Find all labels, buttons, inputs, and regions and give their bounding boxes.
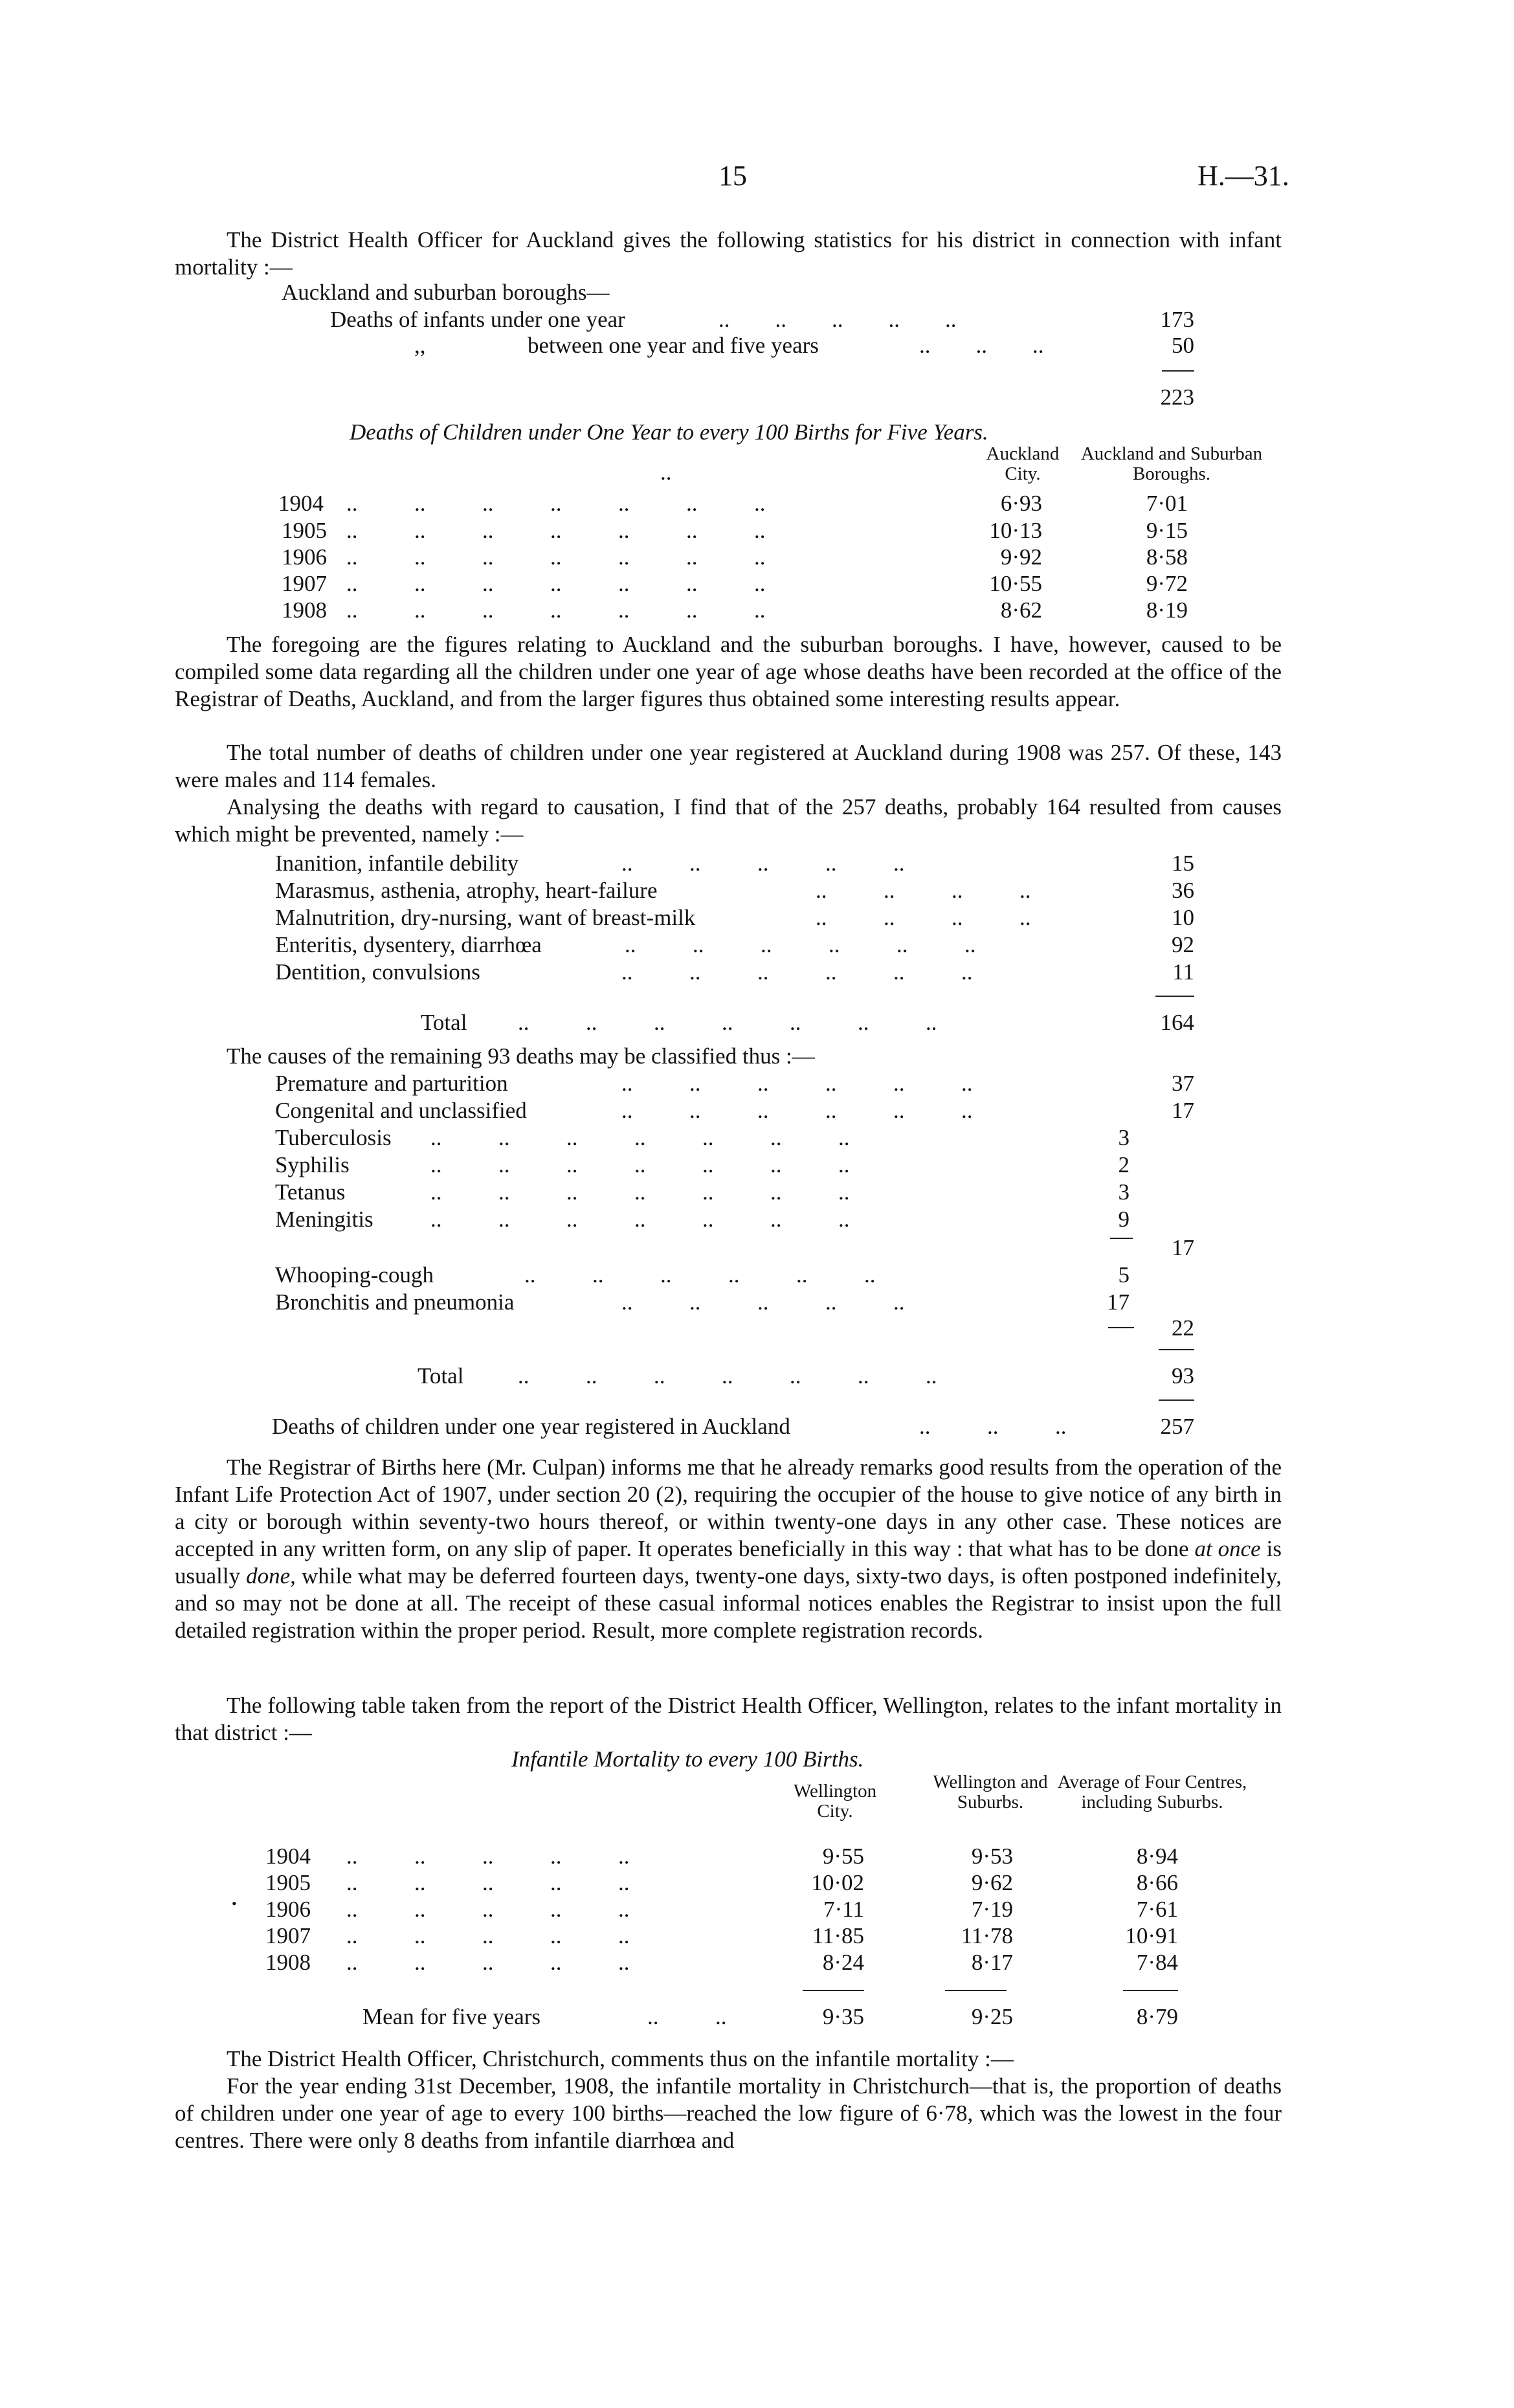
table-cell-city: 10·55 [989, 571, 1042, 596]
list-item-value: 3 [1118, 1125, 1130, 1150]
table-row-year: 1908 [265, 1950, 311, 1975]
list-item-value: 3 [1118, 1179, 1130, 1205]
list-item-value: 92 [1172, 932, 1194, 957]
list-item-label: Marasmus, asthenia, atrophy, heart-failure [275, 878, 658, 903]
table-row-year: 1904 [278, 491, 324, 516]
list-item-label: Bronchitis and pneumonia [275, 1289, 515, 1315]
table-cell-city: 7·11 [823, 1897, 864, 1922]
infants-deaths-label: Deaths of infants under one year [330, 307, 625, 332]
list-item-value: 5 [1118, 1262, 1130, 1288]
ditto-mark: ,, [414, 333, 426, 358]
table-row-year: 1907 [265, 1923, 311, 1948]
table-row-year: 1906 [265, 1897, 311, 1922]
table-cell-city: 10·13 [989, 518, 1042, 543]
intro-paragraph: The District Health Officer for Auckland gives the following statistics for his district in connection with infant mortality :— [175, 227, 1282, 280]
table1-col-suburban: Auckland and Suburban Boroughs. [1080, 443, 1263, 484]
divider [1159, 1349, 1194, 1350]
table2-col-average: Average of Four Centres, including Suburbs. [1057, 1772, 1247, 1812]
registered-label: Deaths of children under one year registered in Auckland [272, 1414, 790, 1439]
mean-label: Mean for five years [362, 2004, 541, 2029]
mean-city: 9·35 [822, 2004, 864, 2029]
table-cell-city: 11·85 [812, 1923, 864, 1948]
paragraph-total-deaths: The total number of deaths of children under one year registered at Auckland during 1908 was 257. Of these, 143 were males and 114 females. [175, 740, 1282, 792]
table-cell-suburban: 9·15 [1146, 518, 1188, 543]
list-item-value: 2 [1118, 1152, 1130, 1177]
divider [945, 1990, 1007, 1991]
paragraph-analysing: Analysing the deaths with regard to causation, I find that of the 257 deaths, probably 164 resulted from causes which might be prevented, namely :— [175, 794, 1282, 847]
table-cell-suburbs: 9·53 [971, 1844, 1013, 1869]
table-row-year: 1908 [282, 597, 327, 623]
table1-col-city: Auckland City. [986, 443, 1060, 484]
table-row-year: 1905 [265, 1870, 311, 1895]
table-row-year: 1906 [282, 544, 327, 570]
table-cell-average: 8·94 [1136, 1844, 1178, 1869]
table-cell-suburbs: 7·19 [971, 1897, 1013, 1922]
list-item-value: 17 [1172, 1098, 1194, 1123]
list-item-label: Dentition, convulsions [275, 959, 480, 985]
list-item-label: Premature and parturition [275, 1071, 508, 1096]
list-item-label: Whooping-cough [275, 1262, 434, 1288]
table-cell-city: 10·02 [811, 1870, 864, 1895]
children-deaths-value: 50 [1172, 333, 1194, 358]
table-cell-suburban: 8·19 [1146, 597, 1188, 623]
table-cell-suburban: 9·72 [1146, 571, 1188, 596]
list-item-value: 10 [1172, 905, 1194, 930]
list-item-value: 17 [1107, 1289, 1130, 1315]
table-cell-city: 8·24 [822, 1950, 864, 1975]
paragraph-registrar: The Registrar of Births here (Mr. Culpan) informs me that he already remarks good results from the operation of the Infant Life Protection Act of 1907, under section 20 (2), requiring the occupier of the house to give notice of any birth in a city or borough within seventy-two hours thereof, or within twenty-one days in any other case. These notices are accepted in any written form, on any slip of paper. It operates beneficially in this way : that what has to be done at once is usually done, while what may be deferred fourteen days, twenty-one days, sixty-two days, is often postponed indefinitely, and so may not be done at all. The receipt of these casual informal notices enables the Registrar to insist upon the full detailed registration within the proper period. Result, more complete registration records. [175, 1455, 1282, 1643]
list-item-value: 15 [1172, 851, 1194, 876]
infants-deaths-value: 173 [1160, 307, 1194, 332]
table-cell-average: 7·84 [1136, 1950, 1178, 1975]
list-item-value: 11 [1172, 959, 1194, 985]
list-item-label: Inanition, infantile debility [275, 851, 519, 876]
boroughs-total: 223 [1160, 385, 1194, 410]
list-item-label: Enteritis, dysentery, diarrhœa [275, 932, 542, 957]
table2-col-city: Wellington City. [793, 1781, 877, 1822]
list-item-value: 9 [1118, 1207, 1130, 1232]
table-row-year: 1905 [282, 518, 327, 543]
paragraph-following: The following table taken from the report of the District Health Officer, Wellington, relates to the infant mortality in that district :— [175, 1693, 1282, 1745]
divider [1123, 1990, 1178, 1991]
table-cell-suburban: 8·58 [1146, 544, 1188, 570]
children-deaths-label: between one year and five years [528, 333, 819, 358]
table-cell-average: 8·66 [1136, 1870, 1178, 1895]
group1-subtotal: 17 [1172, 1235, 1194, 1260]
list-item-label: Tuberculosis [275, 1125, 392, 1150]
preventable-total-value: 164 [1160, 1010, 1194, 1035]
table-cell-suburbs: 11·78 [961, 1923, 1013, 1948]
table-cell-city: 6·93 [1000, 491, 1042, 516]
paragraph-christchurch: The District Health Officer, Christchurch, comments thus on the infantile mortality :— [227, 2046, 1014, 2071]
mean-average: 8·79 [1136, 2004, 1178, 2029]
table2-col-suburbs: Wellington and Suburbs. [933, 1772, 1048, 1812]
group2-subtotal: 22 [1172, 1315, 1194, 1341]
paragraph-foregoing: The foregoing are the figures relating to Auckland and the suburban boroughs. I have, however, caused to be compiled some data regarding all the children under one year of age whose deaths have been recorded at the office of the Registrar of Deaths, Auckland, and from the larger figures thus obtained some interesting results appear. [175, 632, 1282, 711]
table-cell-suburban: 7·01 [1146, 491, 1188, 516]
page-number: 15 [718, 160, 747, 192]
report-reference: H.—31. [1197, 160, 1289, 192]
list-item-label: Malnutrition, dry-nursing, want of breast-milk [275, 905, 696, 930]
table-cell-city: 9·92 [1000, 544, 1042, 570]
table-cell-average: 7·61 [1136, 1897, 1178, 1922]
table-cell-city: 9·55 [822, 1844, 864, 1869]
table-cell-suburbs: 9·62 [971, 1870, 1013, 1895]
divider [803, 1990, 864, 1991]
remaining-total-label: Total [417, 1363, 464, 1388]
table-row-year: 1907 [282, 571, 327, 596]
divider [1159, 1399, 1194, 1401]
remaining-total-value: 93 [1172, 1363, 1194, 1388]
table2-title: Infantile Mortality to every 100 Births. [511, 1746, 864, 1772]
divider [1162, 370, 1194, 372]
boroughs-heading: Auckland and suburban boroughs— [282, 280, 610, 305]
preventable-total-label: Total [421, 1010, 467, 1035]
list-item-label: Meningitis [275, 1207, 373, 1232]
mean-suburbs: 9·25 [971, 2004, 1013, 2029]
table-cell-suburbs: 8·17 [971, 1950, 1013, 1975]
divider [1155, 996, 1194, 997]
list-item-value: 36 [1172, 878, 1194, 903]
table-cell-city: 8·62 [1000, 597, 1042, 623]
registered-total: 257 [1160, 1414, 1194, 1439]
remaining-intro: The causes of the remaining 93 deaths may be classified thus :— [227, 1043, 815, 1069]
table1-title: Deaths of Children under One Year to every 100 Births for Five Years. [350, 419, 988, 445]
table-cell-average: 10·91 [1125, 1923, 1178, 1948]
list-item-label: Syphilis [275, 1152, 350, 1177]
list-item-label: Tetanus [275, 1179, 346, 1205]
table-row-year: 1904 [265, 1844, 311, 1869]
paragraph-final: For the year ending 31st December, 1908, the infantile mortality in Christchurch—that is, the proportion of deaths of children under one year of age to every 100 births—reached the low figure of 6·78, which was the lowest in the four centres. There were only 8 deaths from infantile diarrhœa and [175, 2073, 1282, 2153]
list-item-label: Congenital and unclassified [275, 1098, 527, 1123]
list-item-value: 37 [1172, 1071, 1194, 1096]
